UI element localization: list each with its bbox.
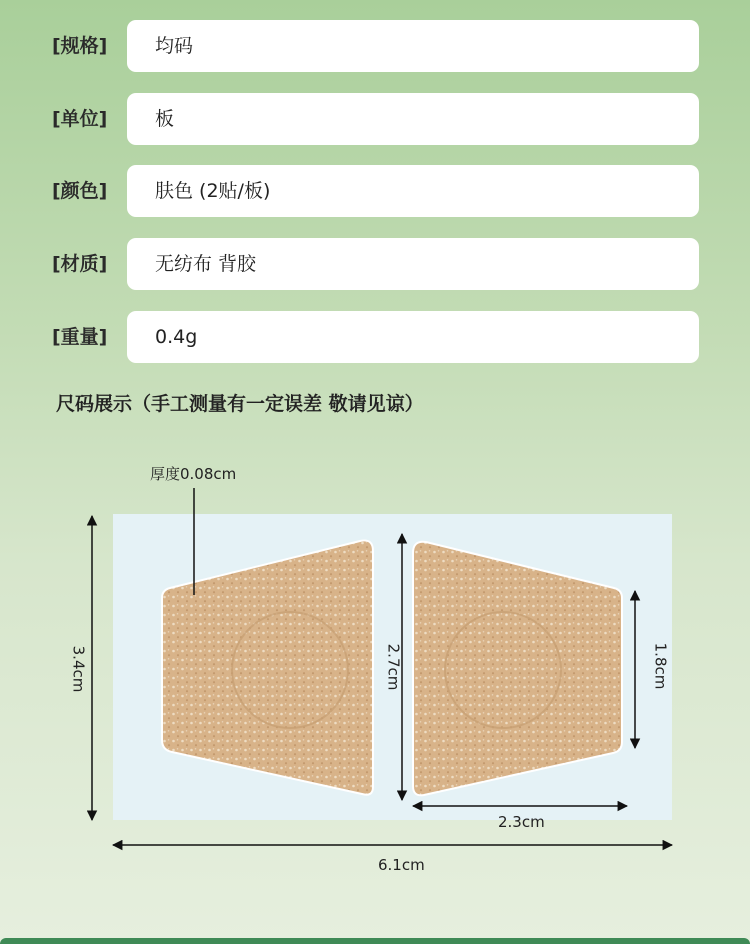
spec-value: 均码 (155, 35, 194, 57)
width-total-label: 6.1cm (378, 856, 425, 874)
spec-value: 板 (155, 108, 175, 130)
bottom-decoration (0, 938, 750, 944)
spec-value: 无纺布 背胶 (155, 253, 257, 275)
right-patch (413, 542, 622, 796)
spec-label: [单位] (52, 108, 108, 130)
spec-label: [颜色] (52, 180, 108, 202)
spec-value: 肤色 (2贴/板) (155, 180, 271, 202)
spec-value: 0.4g (155, 326, 198, 348)
spec-label: [规格] (52, 35, 108, 57)
spec-label: [重量] (52, 326, 108, 348)
height-side-label: 1.8cm (651, 642, 670, 690)
height-total-label: 3.4cm (69, 645, 88, 693)
size-section-title: 尺码展示（手工测量有一定误差 敬请见谅） (56, 393, 424, 415)
spec-label: [材质] (52, 253, 108, 275)
height-inner-label: 2.7cm (384, 643, 403, 691)
thickness-label: 厚度0.08cm (150, 465, 237, 483)
width-piece-label: 2.3cm (498, 813, 545, 831)
